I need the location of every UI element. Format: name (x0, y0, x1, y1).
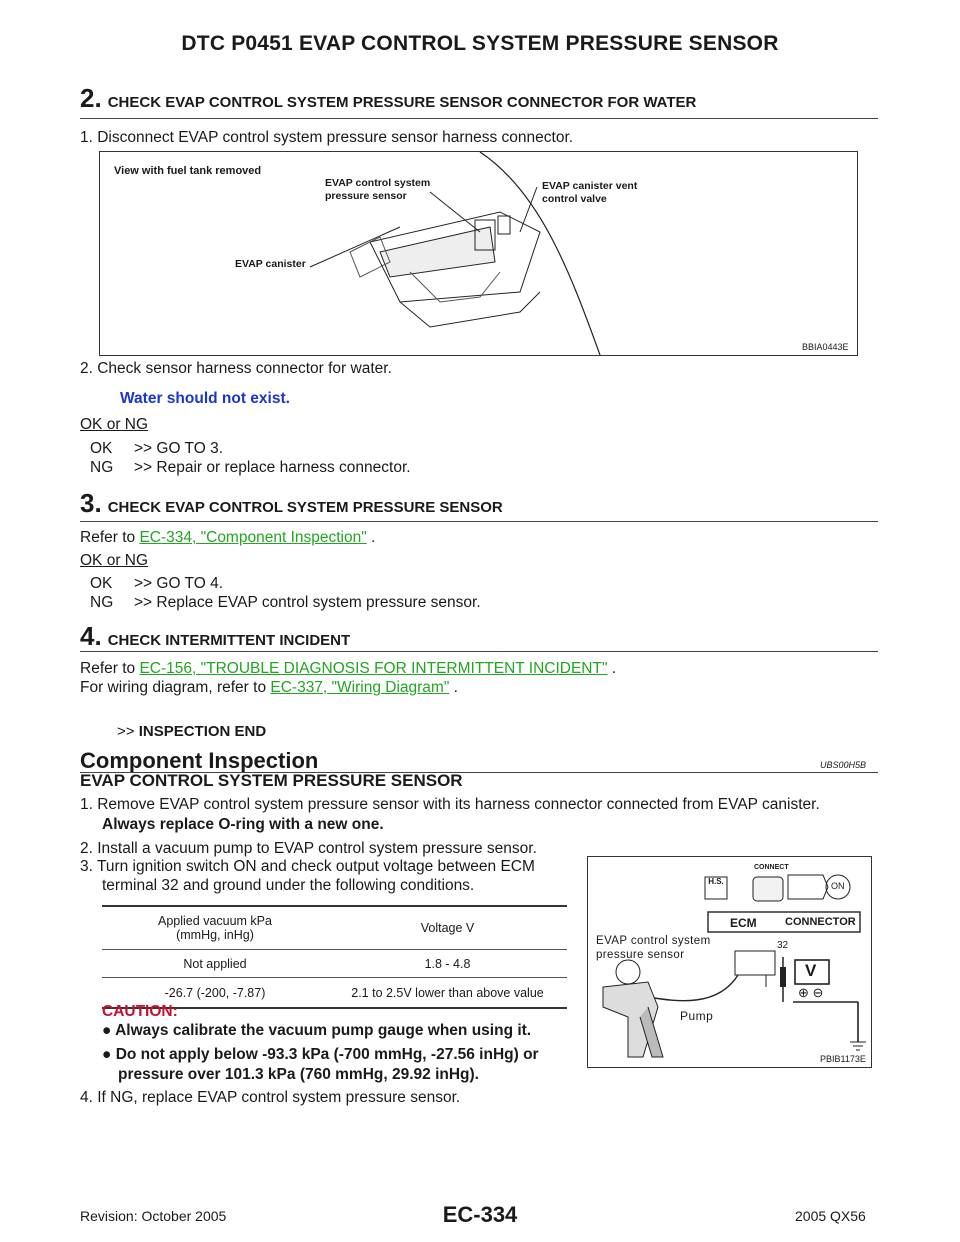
bullet-icon: ● (102, 1046, 112, 1063)
divider (80, 651, 878, 652)
section-code: UBS00H5B (820, 760, 867, 770)
table-cell: -26.7 (-200, -7.87) (102, 978, 328, 1009)
figure-code: PBIB1173E (820, 1054, 866, 1064)
canister-figure (99, 151, 858, 356)
ok-row: OK >> GO TO 3. (90, 440, 224, 457)
revision-text: Revision: October 2005 (80, 1208, 227, 1224)
intermittent-incident-link[interactable]: EC-156, "TROUBLE DIAGNOSIS FOR INTERMITTENT INCIDENT" (139, 660, 608, 677)
step-title: CHECK EVAP CONTROL SYSTEM PRESSURE SENSOR CONNECTOR FOR WATER (107, 94, 697, 111)
figure-label: control valve (542, 193, 607, 205)
instruction-line: 4. If NG, replace EVAP control system pressure sensor. (80, 1089, 461, 1106)
canister-illustration (100, 152, 857, 355)
table-cell: 1.8 - 4.8 (328, 950, 567, 978)
hs-label: H.S. (708, 877, 724, 886)
inspection-end: >> INSPECTION END (117, 723, 267, 740)
step-number: 4. (80, 621, 102, 651)
instruction-line: 3. Turn ignition switch ON and check output voltage between ECM (80, 858, 535, 875)
instruction-note: Always replace O-ring with a new one. (102, 816, 384, 833)
step-number: 3. (80, 488, 102, 518)
ok-ng-label: OK or NG (80, 416, 149, 433)
vacuum-pump-illustration (588, 857, 871, 1067)
vacuum-pump-figure (587, 856, 872, 1068)
step-title: CHECK EVAP CONTROL SYSTEM PRESSURE SENSOR (107, 499, 503, 516)
voltage-table (102, 905, 567, 1009)
bullet-icon: ● (102, 1022, 112, 1039)
spec-text: Water should not exist. (120, 390, 290, 407)
page-number: EC-334 (442, 1202, 518, 1227)
ng-row: NG >> Repair or replace harness connector. (90, 459, 411, 476)
component-inspection-link[interactable]: EC-334, "Component Inspection" (139, 529, 367, 546)
connect-label: CONNECT (754, 864, 789, 871)
table-header-cell: Voltage V (328, 906, 567, 950)
figure-label: EVAP canister vent (542, 180, 638, 192)
ok-ng-label: OK or NG (80, 552, 149, 569)
voltmeter-label: V (805, 961, 817, 980)
voltmeter-terminals: ⊕ ⊖ (798, 985, 824, 1000)
terminal-label: 32 (777, 940, 789, 951)
instruction-line: 1. Disconnect EVAP control system pressure sensor harness connector. (80, 129, 574, 146)
step-number: 2. (80, 83, 102, 113)
subheading: EVAP CONTROL SYSTEM PRESSURE SENSOR (80, 771, 463, 790)
refer-line: Refer to EC-334, "Component Inspection" . (80, 529, 376, 546)
step-title: CHECK INTERMITTENT INCIDENT (107, 632, 351, 649)
instruction-line: 2. Check sensor harness connector for water. (80, 360, 392, 377)
pump-label: Pump (680, 1009, 714, 1023)
table-cell: 2.1 to 2.5V lower than above value (328, 978, 567, 1009)
ok-row: OK >> GO TO 4. (90, 575, 224, 592)
model-text: 2005 QX56 (795, 1208, 866, 1224)
section-heading: Component Inspection (80, 748, 319, 773)
connector-label: CONNECTOR (785, 916, 856, 928)
caution-label: CAUTION: (102, 1003, 178, 1020)
sensor-label: pressure sensor (596, 949, 685, 961)
figure-label: EVAP control system (325, 177, 431, 189)
step-2-heading (80, 83, 696, 114)
step-3-heading (80, 488, 503, 519)
figure-label: EVAP canister (235, 258, 306, 270)
caution-item: ● Do not apply below -93.3 kPa (-700 mmHg, -27.56 inHg) or (102, 1046, 539, 1063)
step-4-heading (80, 621, 350, 652)
table-header-cell: Applied vacuum kPa (mmHg, inHg) (102, 906, 328, 950)
refer-line: Refer to EC-156, "TROUBLE DIAGNOSIS FOR INTERMITTENT INCIDENT" . (80, 660, 617, 677)
caution-item: ● Always calibrate the vacuum pump gauge when using it. (102, 1022, 532, 1039)
divider (80, 118, 878, 119)
figure-label: pressure sensor (325, 190, 407, 202)
ng-row: NG >> Replace EVAP control system pressure sensor. (90, 594, 481, 611)
divider (80, 521, 878, 522)
ecm-label: ECM (730, 916, 757, 930)
instruction-line: terminal 32 and ground under the following conditions. (102, 877, 475, 894)
on-label: ON (831, 881, 845, 891)
table-row (102, 950, 567, 978)
page-title: DTC P0451 EVAP CONTROL SYSTEM PRESSURE SENSOR (181, 32, 779, 55)
figure-label: View with fuel tank removed (114, 165, 262, 177)
instruction-line: 2. Install a vacuum pump to EVAP control system pressure sensor. (80, 840, 537, 857)
sensor-label: EVAP control system (596, 935, 711, 947)
caution-item-cont: pressure over 101.3 kPa (760 mmHg, 29.92 inHg). (118, 1066, 479, 1083)
figure-code: BBIA0443E (802, 342, 849, 352)
instruction-line: 1. Remove EVAP control system pressure sensor with its harness connector connected from EVAP canister. (80, 796, 820, 813)
table-cell: Not applied (102, 950, 328, 978)
table-row (102, 906, 567, 950)
wiring-diagram-link[interactable]: EC-337, "Wiring Diagram" (270, 679, 450, 696)
wiring-line: For wiring diagram, refer to EC-337, "Wiring Diagram" . (80, 679, 458, 696)
